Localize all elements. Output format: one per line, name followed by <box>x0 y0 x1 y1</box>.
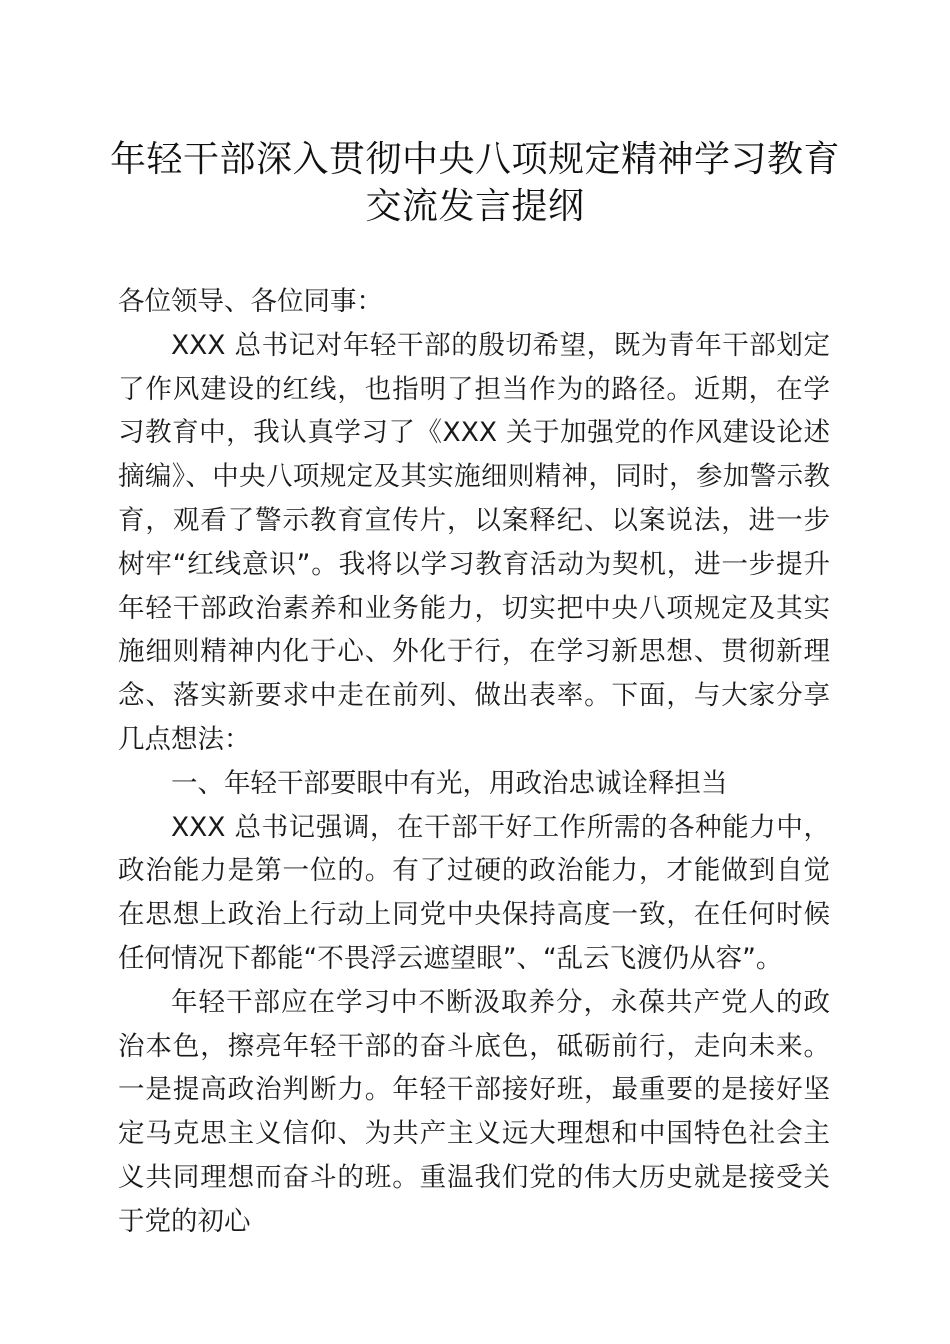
section-heading-1: 一、年轻干部要眼中有光，用政治忠诚诠释担当 <box>171 767 728 799</box>
paragraph-3: 年轻干部应在学习中不断汲取养分，永葆共产党人的政治本色，擦亮年轻干部的奋斗底色，砥砺前行，走向未来。一是提高政治判断力。年轻干部接好班，最重要的是接好坚定马克思主义信仰、为共产主义远大理想和中国特色社会主义共同理想而奋斗的班。重温我们党的伟大历史就是接受关于党的初心 <box>118 986 830 1237</box>
salutation: 各位领导、各位同事： <box>118 286 383 317</box>
paragraph-2: XXX 总书记强调，在干部干好工作所需的各种能力中，政治能力是第一位的。有了过硬的政治能力，才能做到自觉在思想上政治上行动上同党中央保持高度一致，在任何时候任何情况下都能“不畏浮云遮望眼”、“乱云飞渡仍从容”。 <box>118 811 830 974</box>
document-body <box>118 280 830 1244</box>
document-title-line-1: 年轻干部深入贯彻中央八项规定精神学习教育 <box>109 139 840 180</box>
document-title-line-2: 交流发言提纲 <box>365 186 585 227</box>
paragraph-1: XXX 总书记对年轻干部的殷切希望，既为青年干部划定了作风建设的红线，也指明了担当作为的路径。近期，在学习教育中，我认真学习了《XXX 关于加强党的作风建设论述摘编》、中央八项规定及其实施细则精神，同时，参加警示教育，观看了警示教育宣传片，以案释纪、以案说法，进一步树牢“红线意识”。我将以学习教育活动为契机，进一步提升年轻干部政治素养和业务能力，切实把中央八项规定及其实施细则精神内化于心、外化于行，在学习新思想、贯彻新理念、落实新要求中走在前列、做出表率。下面，与大家分享几点想法： <box>118 329 830 755</box>
